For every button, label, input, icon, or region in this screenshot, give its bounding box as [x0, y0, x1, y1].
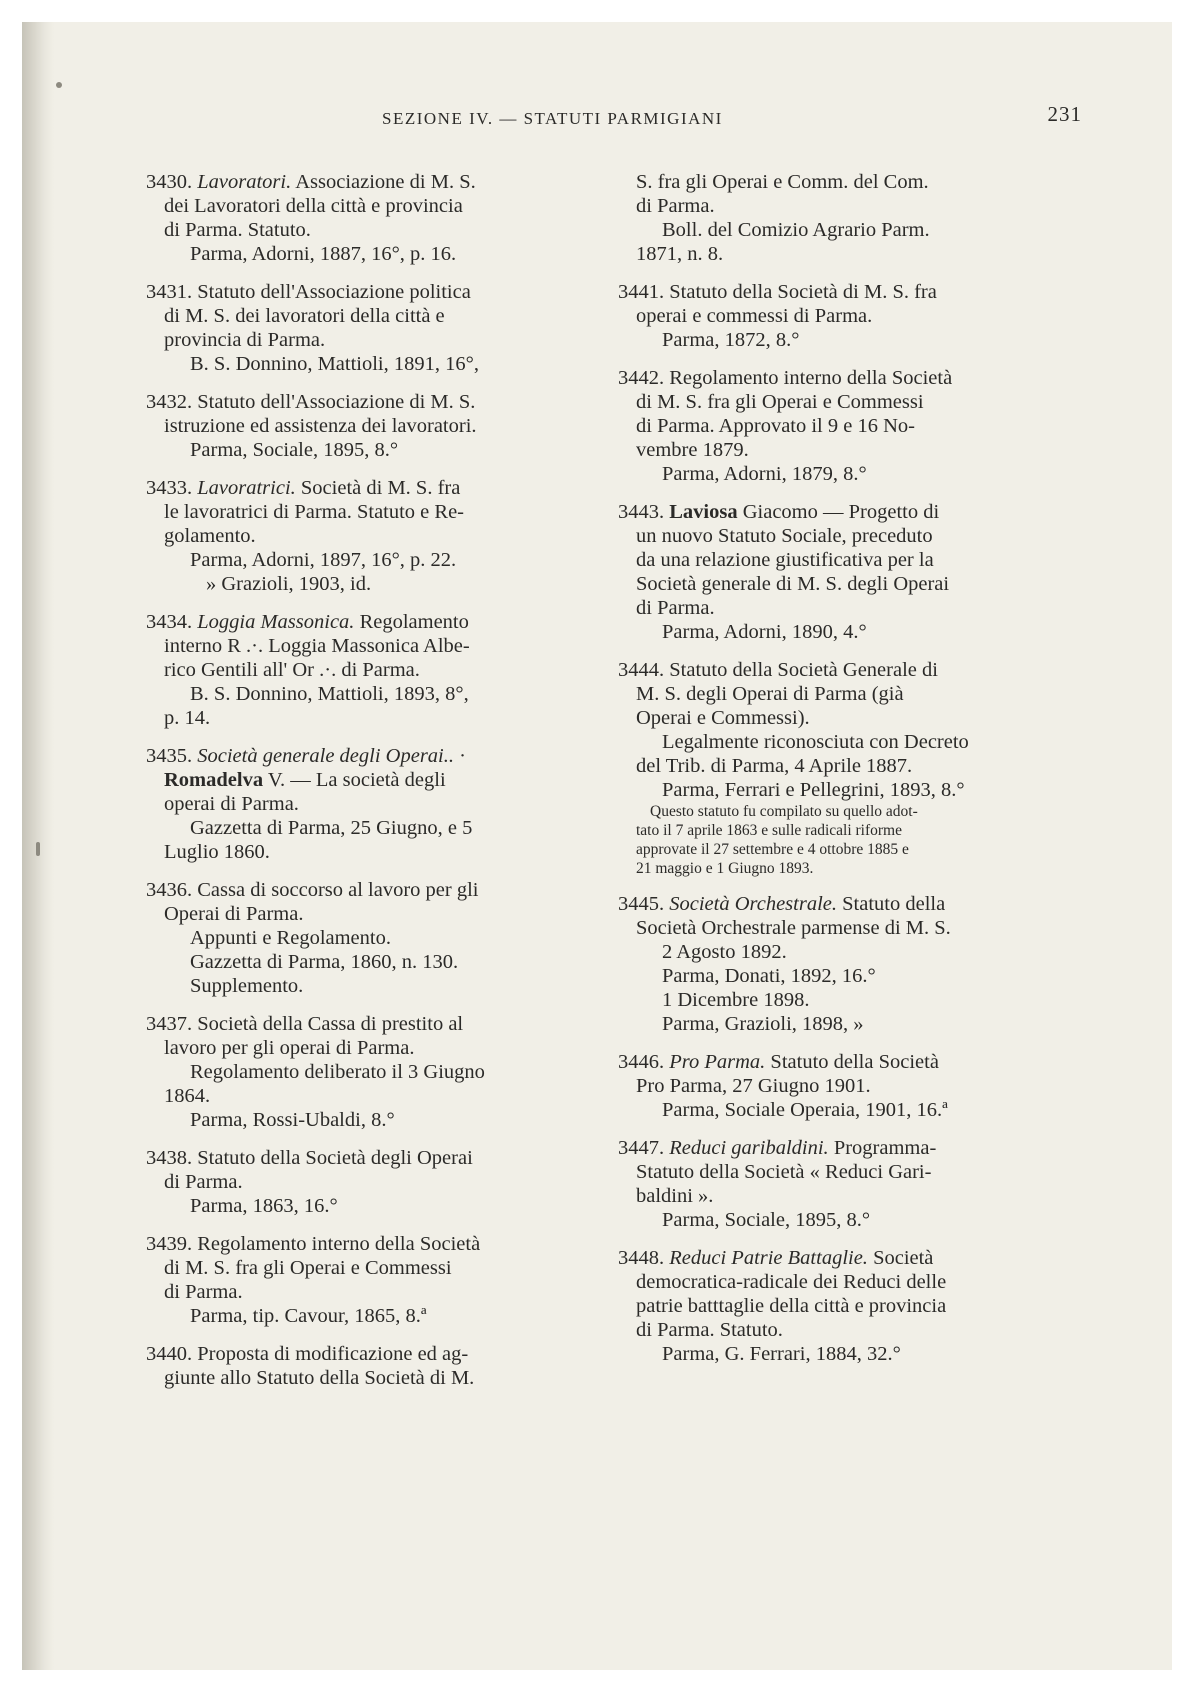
entry-text: Supplemento. — [190, 975, 304, 997]
catalog-entry — [606, 658, 1056, 878]
entry-line — [134, 438, 584, 462]
entry-line — [606, 596, 1056, 620]
catalog-entry — [134, 170, 584, 266]
entry-line — [606, 1160, 1056, 1184]
entry-text: lavoro per gli operai di Parma. — [164, 1037, 415, 1059]
entry-text: di Parma. — [636, 597, 715, 619]
entry-line — [134, 1146, 584, 1170]
entry-line — [134, 816, 584, 840]
entry-text: 3430. — [146, 171, 198, 193]
entry-line — [606, 304, 1056, 328]
catalog-entry — [134, 1146, 584, 1218]
right-column — [606, 170, 1056, 1380]
entry-text: Parma, 1872, 8.° — [662, 329, 800, 351]
entry-text: Società di M. S. fra — [295, 477, 461, 499]
catalog-entry — [606, 170, 1056, 266]
entry-line — [134, 1036, 584, 1060]
entry-line — [134, 878, 584, 902]
entry-text: 3440. Proposta di modificazione ed ag- — [146, 1343, 469, 1365]
entry-line — [606, 840, 1056, 859]
entry-text: Parma, G. Ferrari, 1884, 32.° — [662, 1343, 901, 1365]
entry-text: 3444. Statuto della Società Generale di — [618, 659, 938, 681]
entry-text: 3436. Cassa di soccorso al lavoro per gli — [146, 879, 479, 901]
catalog-entry — [606, 1246, 1056, 1366]
entry-line — [606, 548, 1056, 572]
entry-line — [134, 476, 584, 500]
entry-text: Luglio 1860. — [164, 841, 270, 863]
entry-line — [134, 1366, 584, 1390]
entry-line — [606, 1098, 1056, 1122]
entry-text: 3446. — [618, 1051, 670, 1073]
entry-text: baldini ». — [636, 1185, 714, 1207]
entry-line — [134, 706, 584, 730]
entry-text: operai e commessi di Parma. — [636, 305, 873, 327]
catalog-entry — [134, 280, 584, 376]
entry-text: 3433. — [146, 477, 198, 499]
entry-text: Società generale di M. S. degli Operai — [636, 573, 950, 595]
entry-text: istruzione ed assistenza dei lavoratori. — [164, 415, 477, 437]
catalog-entry — [606, 1050, 1056, 1122]
entry-text: Parma, Ferrari e Pellegrini, 1893, 8.° — [662, 779, 965, 801]
entry-text: tato il 7 aprile 1863 e sulle radicali riforme — [636, 822, 902, 839]
entry-text: di Parma. Statuto. — [164, 219, 311, 241]
entry-text: un nuovo Statuto Sociale, preceduto — [636, 525, 933, 547]
entry-line — [606, 390, 1056, 414]
entry-line — [134, 1012, 584, 1036]
entry-text: Gazzetta di Parma, 1860, n. 130. — [190, 951, 459, 973]
entry-line — [606, 916, 1056, 940]
entry-heading-italic: Società Orchestrale. — [669, 893, 838, 915]
entry-text: Parma, Sociale Operaia, 1901, 16.ª — [662, 1099, 948, 1121]
entry-line — [606, 754, 1056, 778]
entry-line — [606, 328, 1056, 352]
entry-heading-italic: Loggia Massonica. — [197, 611, 355, 633]
entry-text: Parma, Sociale, 1895, 8.° — [662, 1209, 871, 1231]
entry-text: Parma, Grazioli, 1898, » — [662, 1013, 864, 1035]
entry-line — [134, 1232, 584, 1256]
entry-text: da una relazione giustificativa per la — [636, 549, 934, 571]
entry-text: di M. S. dei lavoratori della città e — [164, 305, 445, 327]
entry-text: 3434. — [146, 611, 198, 633]
entry-heading-italic: Reduci garibaldini. — [669, 1137, 829, 1159]
entry-text: Programma- — [828, 1137, 937, 1159]
entry-line — [134, 352, 584, 376]
entry-line — [606, 462, 1056, 486]
entry-text: 3448. — [618, 1247, 670, 1269]
entry-heading-italic: Società generale degli Operai.. — [197, 745, 455, 767]
catalog-entry — [134, 610, 584, 730]
entry-text: rico Gentili all' Or .·. di Parma. — [164, 659, 420, 681]
entry-line — [606, 1136, 1056, 1160]
catalog-entry — [606, 366, 1056, 486]
entry-line — [134, 1280, 584, 1304]
entry-line — [606, 802, 1056, 821]
page-binding-shadow — [22, 22, 54, 1670]
entry-text: Gazzetta di Parma, 25 Giugno, e 5 — [190, 817, 473, 839]
catalog-entry — [134, 1342, 584, 1390]
entry-text: 3432. Statuto dell'Associazione di M. S. — [146, 391, 476, 413]
entry-line — [134, 218, 584, 242]
entry-text: Boll. del Comizio Agrario Parm. — [662, 219, 930, 241]
entry-text: giunte allo Statuto della Società di M. — [164, 1367, 475, 1389]
entry-text: golamento. — [164, 525, 256, 547]
entry-author-name: Laviosa — [669, 501, 738, 523]
entry-text: di Parma. — [164, 1281, 243, 1303]
entry-line — [606, 821, 1056, 840]
entry-line — [134, 792, 584, 816]
catalog-entry — [134, 744, 584, 864]
entry-line — [134, 242, 584, 266]
entry-line — [134, 328, 584, 352]
entry-line — [606, 242, 1056, 266]
entry-text: Operai di Parma. — [164, 903, 304, 925]
entry-line — [134, 658, 584, 682]
entry-line — [134, 634, 584, 658]
entry-line — [606, 366, 1056, 390]
entry-text: del Trib. di Parma, 4 Aprile 1887. — [636, 755, 913, 777]
entry-line — [606, 620, 1056, 644]
entry-text: Statuto della Società — [765, 1051, 939, 1073]
entry-text: 3441. Statuto della Società di M. S. fra — [618, 281, 937, 303]
entry-text: Associazione di M. S. — [291, 171, 476, 193]
entry-line — [134, 170, 584, 194]
entry-heading-italic: Lavoratori. — [197, 171, 292, 193]
catalog-entry — [606, 892, 1056, 1036]
entry-text: 1 Dicembre 1898. — [662, 989, 810, 1011]
entry-line — [606, 892, 1056, 916]
entry-line — [134, 1084, 584, 1108]
entry-line — [606, 194, 1056, 218]
page-number: 231 — [1047, 102, 1082, 126]
entry-line — [134, 500, 584, 524]
entry-line — [606, 964, 1056, 988]
entry-text: Parma, Donati, 1892, 16.° — [662, 965, 876, 987]
entry-text: Regolamento — [354, 611, 469, 633]
entry-line — [606, 524, 1056, 548]
entry-line — [606, 1208, 1056, 1232]
entry-text: 3431. Statuto dell'Associazione politica — [146, 281, 471, 303]
entry-line — [134, 194, 584, 218]
entry-text: patrie batttaglie della città e provincia — [636, 1295, 947, 1317]
entry-line — [134, 280, 584, 304]
entry-text: M. S. degli Operai di Parma (già — [636, 683, 904, 705]
entry-text: di Parma. — [636, 195, 715, 217]
entry-text: di M. S. fra gli Operai e Commessi — [636, 391, 924, 413]
entry-line — [134, 1342, 584, 1366]
catalog-entry — [134, 476, 584, 596]
entry-text: p. 14. — [164, 707, 211, 729]
entry-line — [606, 1294, 1056, 1318]
entry-text: » Grazioli, 1903, id. — [206, 573, 372, 595]
entry-line — [606, 1342, 1056, 1366]
entry-line — [134, 902, 584, 926]
entry-text: 2 Agosto 1892. — [662, 941, 787, 963]
entry-line — [134, 840, 584, 864]
entry-text: vembre 1879. — [636, 439, 749, 461]
entry-line — [134, 1256, 584, 1280]
entry-line — [134, 548, 584, 572]
entry-text: Parma, tip. Cavour, 1865, 8.ª — [190, 1305, 427, 1327]
entry-line — [606, 1246, 1056, 1270]
entry-text: dei Lavoratori della città e provincia — [164, 195, 463, 217]
entry-text: 3442. Regolamento interno della Società — [618, 367, 953, 389]
entry-line — [606, 500, 1056, 524]
entry-text: Parma, Adorni, 1887, 16°, p. 16. — [190, 243, 457, 265]
entry-text: 1864. — [164, 1085, 211, 1107]
entry-line — [606, 706, 1056, 730]
entry-text: Appunti e Regolamento. — [190, 927, 391, 949]
entry-line — [606, 170, 1056, 194]
catalog-entry — [606, 280, 1056, 352]
section-title: SEZIONE IV. — STATUTI PARMIGIANI — [382, 109, 723, 128]
entry-text: Parma, Sociale, 1895, 8.° — [190, 439, 399, 461]
entry-line — [134, 1194, 584, 1218]
entry-line — [134, 524, 584, 548]
entry-text: 1871, n. 8. — [636, 243, 724, 265]
catalog-entry — [134, 390, 584, 462]
entry-text: Questo statuto fu compilato su quello adot- — [650, 803, 918, 820]
entry-text: Statuto della — [837, 893, 946, 915]
entry-line — [134, 950, 584, 974]
entry-heading-italic: Reduci Patrie Battaglie. — [669, 1247, 868, 1269]
entry-text: B. S. Donnino, Mattioli, 1891, 16°, — [190, 353, 479, 375]
binding-speck — [36, 842, 40, 856]
entry-text: Operai e Commessi). — [636, 707, 810, 729]
entry-line — [606, 414, 1056, 438]
entry-text: B. S. Donnino, Mattioli, 1893, 8°, — [190, 683, 469, 705]
entry-line — [606, 1074, 1056, 1098]
entry-line — [606, 218, 1056, 242]
entry-text: · — [454, 745, 466, 767]
entry-line — [606, 778, 1056, 802]
catalog-entry — [606, 1136, 1056, 1232]
entry-text: Parma, Adorni, 1897, 16°, p. 22. — [190, 549, 457, 571]
entry-line — [134, 390, 584, 414]
entry-text: 3435. — [146, 745, 198, 767]
entry-line — [134, 610, 584, 634]
entry-text: Parma, Adorni, 1890, 4.° — [662, 621, 867, 643]
entry-line — [134, 1304, 584, 1328]
entry-line — [606, 1050, 1056, 1074]
entry-text: 21 maggio e 1 Giugno 1893. — [636, 860, 814, 877]
entry-heading-italic: Pro Parma. — [669, 1051, 766, 1073]
entry-text: Parma, Rossi-Ubaldi, 8.° — [190, 1109, 395, 1131]
catalog-entry — [134, 878, 584, 998]
entry-text: 3445. — [618, 893, 670, 915]
entry-text: le lavoratrici di Parma. Statuto e Re- — [164, 501, 465, 523]
entry-text: approvate il 27 settembre e 4 ottobre 1885 e — [636, 841, 909, 858]
entry-text: Società — [867, 1247, 934, 1269]
entry-author-name: Romadelva — [164, 769, 264, 791]
entry-text: 3437. Società della Cassa di prestito al — [146, 1013, 464, 1035]
entry-text: Statuto della Società « Reduci Gari- — [636, 1161, 932, 1183]
entry-line — [606, 1270, 1056, 1294]
entry-line — [606, 572, 1056, 596]
entry-text: S. fra gli Operai e Comm. del Com. — [636, 171, 929, 193]
entry-line — [134, 1108, 584, 1132]
entry-text: operai di Parma. — [164, 793, 299, 815]
entry-line — [606, 988, 1056, 1012]
catalog-entry — [134, 1232, 584, 1328]
entry-line — [606, 940, 1056, 964]
entry-text: Parma, 1863, 16.° — [190, 1195, 338, 1217]
entry-line — [606, 1184, 1056, 1208]
entry-line — [606, 1318, 1056, 1342]
entry-line — [134, 572, 584, 596]
entry-line — [606, 1012, 1056, 1036]
entry-line — [134, 768, 584, 792]
entry-line — [606, 730, 1056, 754]
entry-line — [606, 438, 1056, 462]
entry-line — [606, 280, 1056, 304]
entry-line — [134, 744, 584, 768]
entry-text: di Parma. Approvato il 9 e 16 No- — [636, 415, 915, 437]
entry-text: 3439. Regolamento interno della Società — [146, 1233, 481, 1255]
entry-text: di Parma. Statuto. — [636, 1319, 783, 1341]
entry-text: Giacomo — Progetto di — [737, 501, 940, 523]
entry-line — [606, 859, 1056, 878]
entry-text: Parma, Adorni, 1879, 8.° — [662, 463, 867, 485]
entry-text: Legalmente riconosciuta con Decreto — [662, 731, 969, 753]
entry-text: 3438. Statuto della Società degli Operai — [146, 1147, 473, 1169]
book-page — [22, 22, 1172, 1670]
entry-line — [134, 1060, 584, 1084]
catalog-entry — [606, 500, 1056, 644]
entry-text: 3443. — [618, 501, 670, 523]
entry-line — [606, 658, 1056, 682]
entry-text: provincia di Parma. — [164, 329, 326, 351]
entry-line — [606, 682, 1056, 706]
entry-text: Regolamento deliberato il 3 Giugno — [190, 1061, 485, 1083]
entry-text: Società Orchestrale parmense di M. S. — [636, 917, 951, 939]
entry-line — [134, 1170, 584, 1194]
binding-speck — [56, 82, 62, 88]
entry-text: di M. S. fra gli Operai e Commessi — [164, 1257, 452, 1279]
left-column — [134, 170, 584, 1404]
entry-line — [134, 414, 584, 438]
entry-text: 3447. — [618, 1137, 670, 1159]
entry-text: V. — La società degli — [263, 769, 446, 791]
entry-text: democratica-radicale dei Reduci delle — [636, 1271, 947, 1293]
entry-text: interno R .·. Loggia Massonica Albe- — [164, 635, 470, 657]
entry-line — [134, 926, 584, 950]
entry-line — [134, 682, 584, 706]
entry-line — [134, 974, 584, 998]
entry-heading-italic: Lavoratrici. — [197, 477, 296, 499]
entry-text: Pro Parma, 27 Giugno 1901. — [636, 1075, 871, 1097]
catalog-entry — [134, 1012, 584, 1132]
entry-text: di Parma. — [164, 1171, 243, 1193]
entry-line — [134, 304, 584, 328]
